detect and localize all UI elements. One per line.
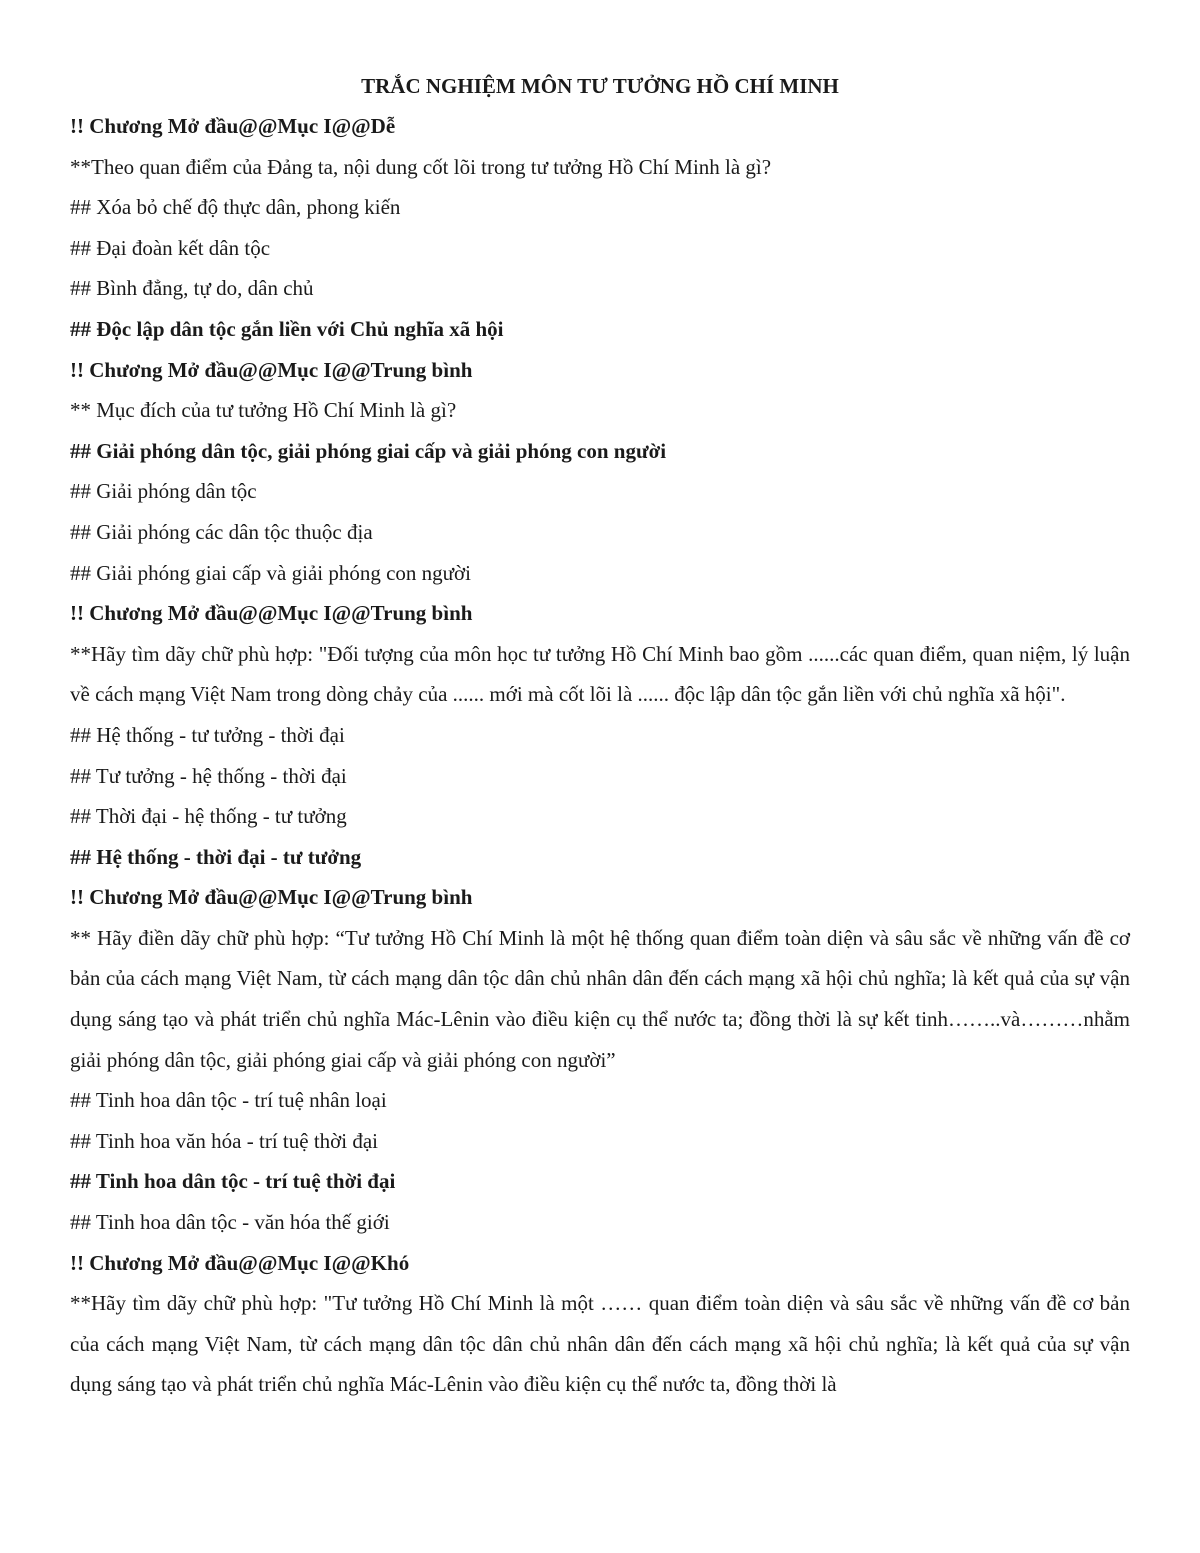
answer-option: ## Tư tưởng - hệ thống - thời đại xyxy=(70,763,347,788)
question-header: !! Chương Mở đầu@@Mục I@@Dễ xyxy=(70,114,396,138)
answer-option: ## Giải phóng các dân tộc thuộc địa xyxy=(70,519,373,544)
answer-option: ## Thời đại - hệ thống - tư tưởng xyxy=(70,804,347,829)
answer-option: ## Giải phóng dân tộc xyxy=(70,479,257,504)
question-text: **Hãy tìm dãy chữ phù hợp: "Đối tượng của môn học tư tưởng Hồ Chí Minh bao gồm ......các quan điểm, quan niệm, lý luận về cách mạng Việt Nam trong dòng chảy của ...... mới mà cốt lõi là ...... độc lập dân tộc gắn liền với chủ nghĩa xã hội". xyxy=(70,641,1130,707)
question-text: ** Hãy điền dãy chữ phù hợp: “Tư tưởng Hồ Chí Minh là một hệ thống quan điểm toàn diện và sâu sắc về những vấn đề cơ bản của cách mạng Việt Nam, từ cách mạng dân tộc dân chủ nhân dân đến cách mạng xã hội chủ nghĩa; là kết quả của sự vận dụng sáng tạo và phát triển chủ nghĩa Mác-Lênin vào điều kiện cụ thể nước ta; đồng thời là sự kết tinh……..và………nhằm giải phóng dân tộc, giải phóng giai cấp và giải phóng con người” xyxy=(70,925,1130,1072)
answer-option: ## Bình đẳng, tự do, dân chủ xyxy=(70,276,314,301)
answer-option: ## Xóa bỏ chế độ thực dân, phong kiến xyxy=(70,195,401,220)
question-text: **Theo quan điểm của Đảng ta, nội dung cốt lõi trong tư tưởng Hồ Chí Minh là gì? xyxy=(70,154,772,179)
question-header: !! Chương Mở đầu@@Mục I@@Trung bình xyxy=(70,601,473,626)
correct-answer-option: ## Độc lập dân tộc gắn liền với Chủ nghĩa xã hội xyxy=(70,316,504,341)
question-header: !! Chương Mở đầu@@Mục I@@Khó xyxy=(70,1250,410,1275)
answer-option: ## Tinh hoa dân tộc - văn hóa thế giới xyxy=(70,1210,390,1235)
answer-option: ## Đại đoàn kết dân tộc xyxy=(70,235,271,260)
correct-answer-option: ## Tinh hoa dân tộc - trí tuệ thời đại xyxy=(70,1169,396,1194)
question-header: !! Chương Mở đầu@@Mục I@@Trung bình xyxy=(70,357,473,382)
question-text: **Hãy tìm dãy chữ phù hợp: "Tư tưởng Hồ Chí Minh là một …… quan điểm toàn diện và sâu sắc về những vấn đề cơ bản của cách mạng Việt Nam, từ cách mạng dân tộc dân chủ nhân dân đến cách mạng xã hội chủ nghĩa; là kết quả của sự vận dụng sáng tạo và phát triển chủ nghĩa Mác-Lênin vào điều kiện cụ thể nước ta, đồng thời là xyxy=(70,1291,1130,1397)
answer-option: ## Tinh hoa văn hóa - trí tuệ thời đại xyxy=(70,1128,378,1153)
correct-answer-option: ## Hệ thống - thời đại - tư tưởng xyxy=(70,844,362,869)
answer-option: ## Hệ thống - tư tưởng - thời đại xyxy=(70,722,345,747)
answer-option: ## Tinh hoa dân tộc - trí tuệ nhân loại xyxy=(70,1088,387,1113)
question-text: ** Mục đích của tư tưởng Hồ Chí Minh là gì? xyxy=(70,398,457,423)
answer-option: ## Giải phóng giai cấp và giải phóng con người xyxy=(70,560,471,585)
correct-answer-option: ## Giải phóng dân tộc, giải phóng giai cấp và giải phóng con người xyxy=(70,438,667,463)
document-title: TRẮC NGHIỆM MÔN TƯ TƯỞNG HỒ CHÍ MINH xyxy=(361,74,839,98)
question-header: !! Chương Mở đầu@@Mục I@@Trung bình xyxy=(70,885,473,910)
document-page xyxy=(70,66,1130,1405)
